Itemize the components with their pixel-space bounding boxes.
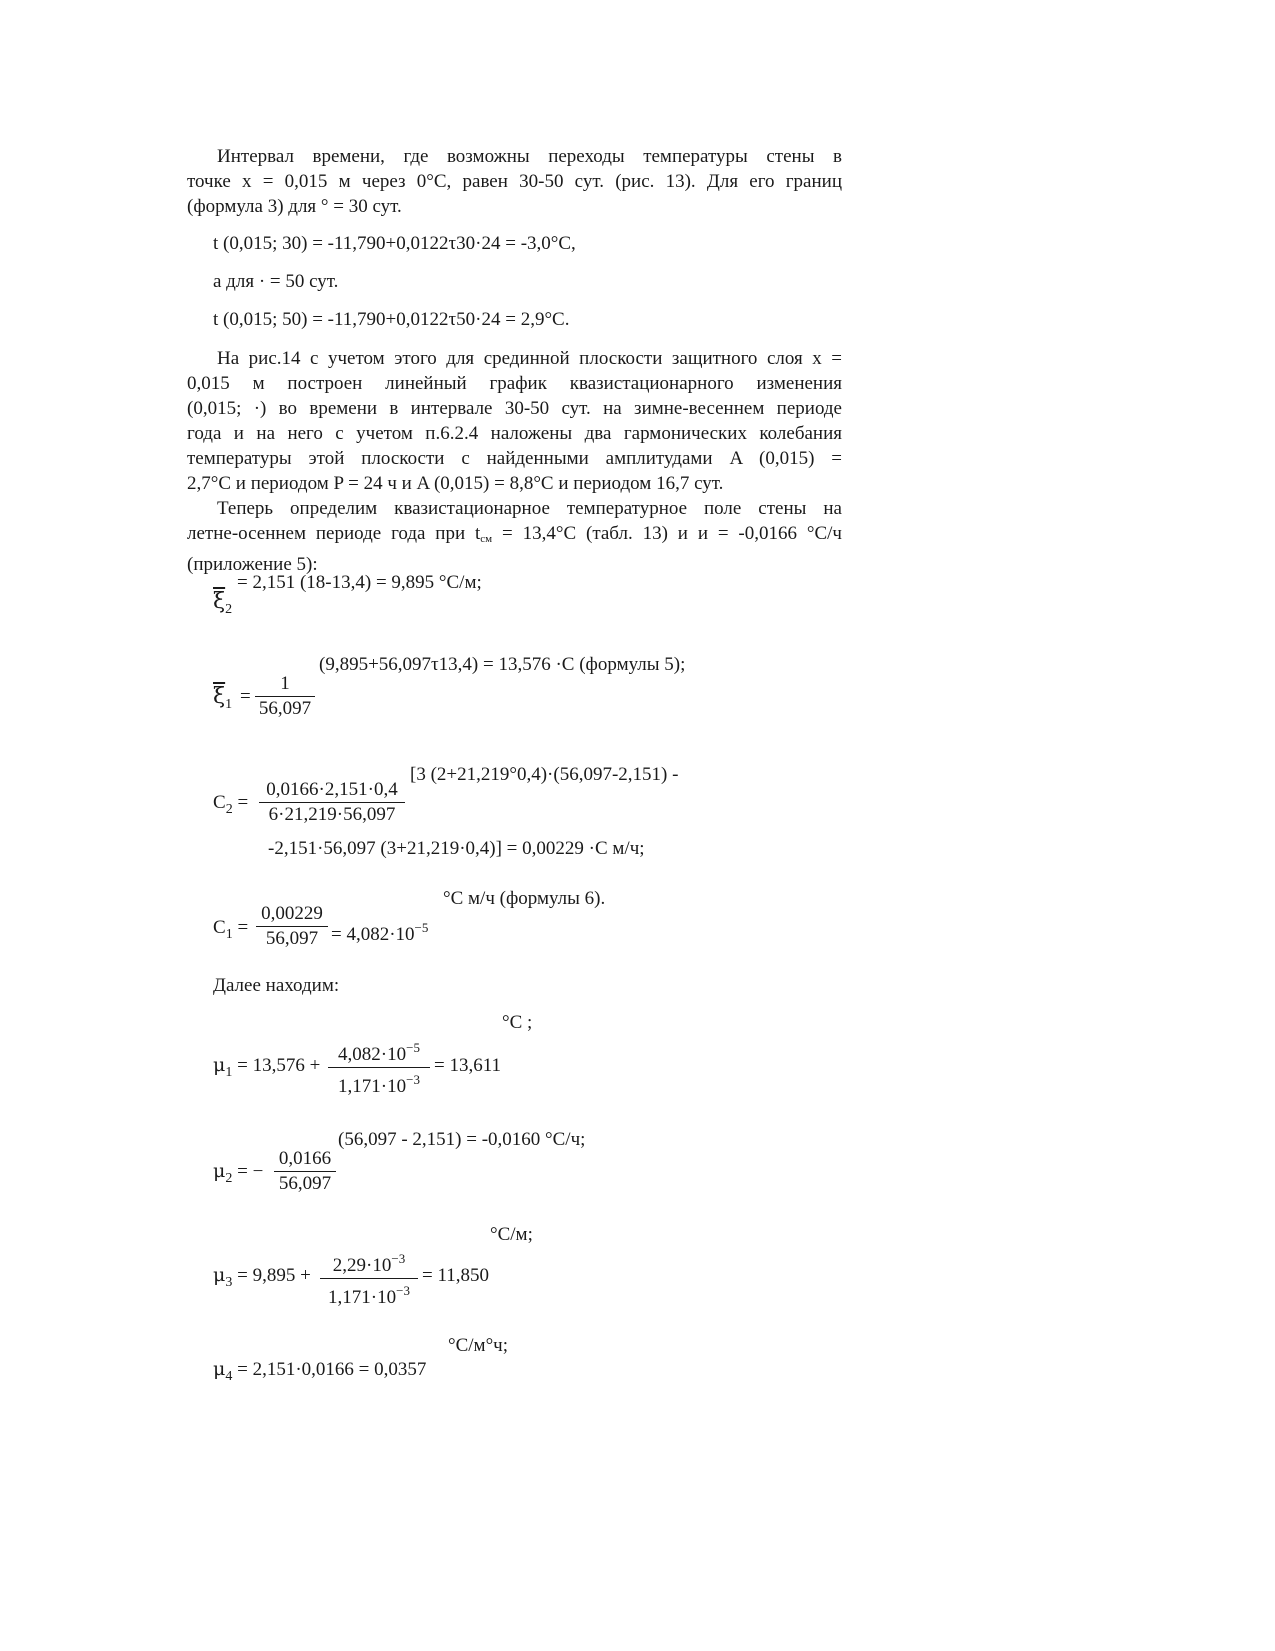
exponent: −5 <box>414 920 429 935</box>
equation-xi1: (9,895+56,097τ13,4) = 13,576 ·С (формулы 5); <box>319 654 686 675</box>
text-line: Теперь определим квазистационарное температурное поле стены на <box>217 498 842 519</box>
equation-t50: t (0,015; 50) = -11,790+0,0122τ50·24 = 2,9°С. <box>213 309 570 330</box>
index: 3 <box>225 1275 233 1290</box>
index: 2 <box>225 602 233 617</box>
equals-sign: = <box>237 792 249 813</box>
text-a50: а для · = 50 сут. <box>213 271 339 292</box>
text-line: точке x = 0,015 м через 0°С, равен 30-50 сут. (рис. 13). Для его границ <box>187 171 842 192</box>
exponent: −5 <box>406 1040 420 1055</box>
symbol-c2 <box>213 790 248 822</box>
equation-xi2: = 2,151 (18-13,4) = 9,895 °С/м; <box>237 572 482 593</box>
paragraph-fig14 <box>187 346 842 496</box>
fraction-xi1 <box>255 672 315 721</box>
units-mu4: °С/м°ч; <box>448 1335 509 1356</box>
symbol-mu3 <box>213 1263 311 1295</box>
symbol-c1 <box>213 915 248 947</box>
value-text: 1,171·10 <box>328 1287 397 1308</box>
text-line: (0,015; ·) во времени в интервале 30-50 сут. на зимне-весеннем периоде <box>187 398 842 419</box>
exponent: −3 <box>406 1072 420 1087</box>
value-text: = 13,576 + <box>237 1055 321 1076</box>
value-text: = 4,082·10 <box>331 924 415 945</box>
fraction-c2 <box>259 778 405 827</box>
symbol-xi2 <box>213 588 232 622</box>
text-line: На рис.14 с учетом этого для срединной плоскости защитного слоя x = <box>217 348 842 369</box>
text-line: 2,7°С и периодом P = 24 ч и A (0,015) = 8,8°С и периодом 16,7 сут. <box>187 473 724 494</box>
mu-symbol: μ <box>213 1160 226 1182</box>
equation-c2-part2: -2,151·56,097 (3+21,219·0,4)] = 0,00229 ·С м/ч; <box>268 838 645 859</box>
fraction-c1 <box>256 902 328 951</box>
text-dalee: Далее находим: <box>213 975 340 996</box>
value-text: = 2,151·0,0166 = 0,0357 <box>237 1359 427 1380</box>
units-mu3: °С/м; <box>490 1224 533 1245</box>
equals-sign: = <box>240 686 251 707</box>
fraction-mu3 <box>320 1247 418 1310</box>
denominator <box>328 1068 430 1099</box>
index: 1 <box>225 697 233 712</box>
numerator <box>328 1036 430 1067</box>
text-line <box>187 521 842 552</box>
equation-c2-part1: [3 (2+21,219°0,4)·(56,097-2,151) - <box>410 764 679 785</box>
index: 2 <box>225 802 233 817</box>
value-text: 1,171·10 <box>338 1076 407 1097</box>
text-line: 0,015 м построен линейный график квазистационарного изменения <box>187 373 842 394</box>
denominator <box>320 1279 418 1310</box>
value-text: 2,29·10 <box>332 1255 392 1276</box>
text-line: (приложение 5): <box>187 554 318 575</box>
paragraph-interval <box>187 144 842 219</box>
value-c1 <box>331 915 428 947</box>
exponent: −3 <box>391 1251 406 1266</box>
symbol-mu1 <box>213 1053 320 1085</box>
fraction-mu1 <box>328 1036 430 1099</box>
fraction-mu2 <box>274 1147 336 1196</box>
denominator: 56,097 <box>265 928 319 949</box>
value-mu3: = 11,850 <box>422 1265 490 1286</box>
text-fragment: летне-осеннем периоде года при t <box>187 523 481 544</box>
numerator: 0,00229 <box>261 903 323 924</box>
denominator: 56,097 <box>258 698 312 719</box>
units-c1: °С м/ч (формулы 6). <box>443 888 606 909</box>
text-line: (формула 3) для ° = 30 сут. <box>187 196 402 217</box>
equation-t30: t (0,015; 30) = -11,790+0,0122τ30·24 = -3,0°С, <box>213 233 576 254</box>
index: 4 <box>225 1369 233 1384</box>
xi-symbol: $\overline{\xi}$ <box>213 684 226 709</box>
symbol-mu4 <box>213 1357 426 1389</box>
index: 1 <box>225 1065 233 1080</box>
text-line: Интервал времени, где возможны переходы температуры стены в <box>217 146 842 167</box>
value-mu1: = 13,611 <box>434 1055 502 1076</box>
c-symbol: C <box>213 792 226 813</box>
value-text: = 9,895 + <box>237 1265 311 1286</box>
numerator: 1 <box>280 673 290 694</box>
value-text: 4,082·10 <box>338 1044 407 1065</box>
exponent: −3 <box>396 1283 410 1298</box>
denominator: 6·21,219·56,097 <box>268 804 396 825</box>
numerator: 0,0166 <box>278 1148 332 1169</box>
mu-symbol: μ <box>213 1054 226 1076</box>
numerator: 0,0166·2,151·0,4 <box>266 779 398 800</box>
subscript-sm: см <box>480 533 493 545</box>
symbol-mu2 <box>213 1159 263 1191</box>
mu-symbol: μ <box>213 1358 226 1380</box>
mu-symbol: μ <box>213 1264 226 1286</box>
denominator: 56,097 <box>278 1173 332 1194</box>
value-text: = − <box>237 1161 264 1182</box>
text-line: температуры этой плоскости с найденными амплитудами A (0,015) = <box>187 448 842 469</box>
c-symbol: C <box>213 917 226 938</box>
xi-symbol: $\overline{\xi}$ <box>213 589 226 614</box>
text-line: года и на него с учетом п.6.2.4 наложены два гармонических колебания <box>187 423 842 444</box>
numerator <box>320 1247 418 1278</box>
index: 2 <box>225 1171 233 1186</box>
index: 1 <box>225 927 233 942</box>
equation-mu2: (56,097 - 2,151) = -0,0160 °С/ч; <box>338 1129 586 1150</box>
paragraph-summer-autumn <box>187 496 842 577</box>
symbol-xi1 <box>213 683 232 717</box>
units-mu1: °С ; <box>502 1012 533 1033</box>
equals-sign: = <box>237 917 249 938</box>
text-fragment: = 13,4°С (табл. 13) и и = -0,0166 °С/ч <box>502 523 842 544</box>
